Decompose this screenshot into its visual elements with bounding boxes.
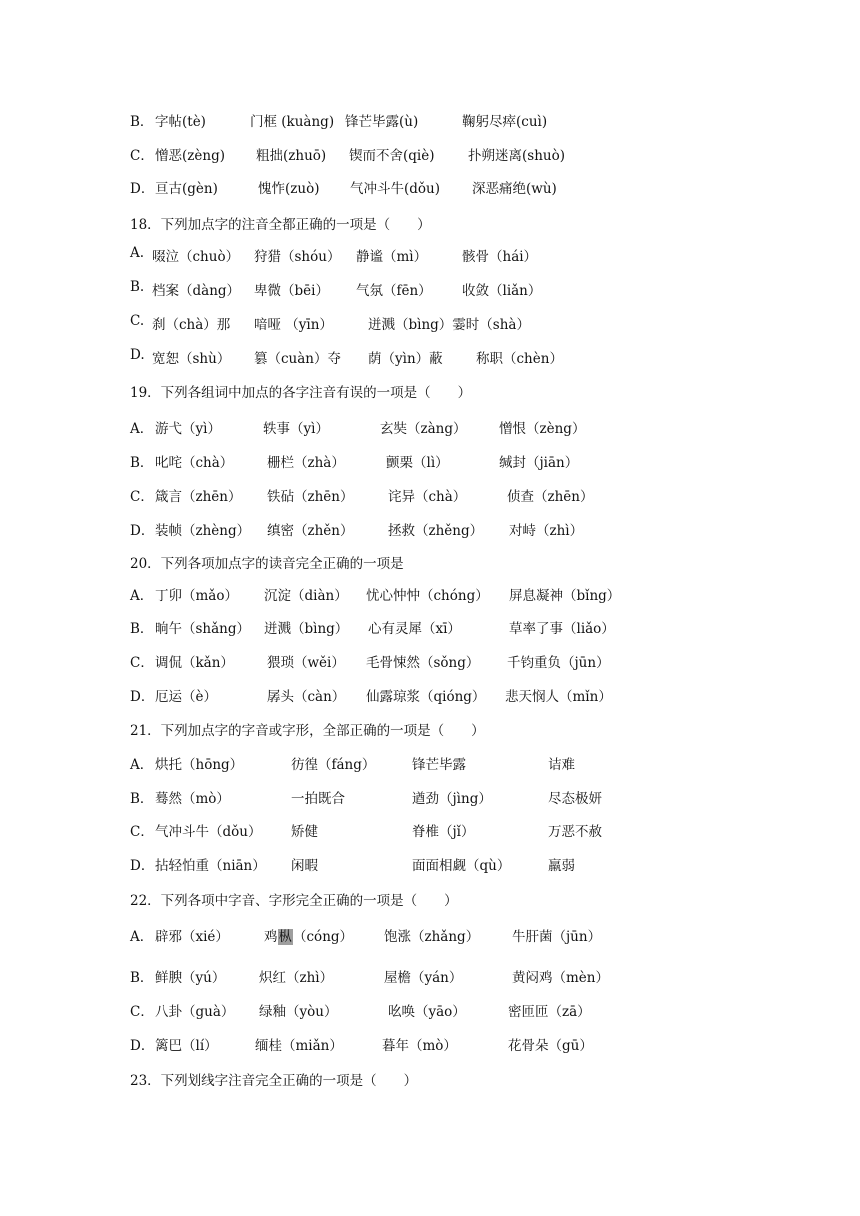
q21-stem: 21．下列加点字的字音或字形，全部正确的一项是（ ） [130,723,485,739]
q19-stem: 19．下列各组词中加点的各字注音有误的一项是（ ） [130,385,472,401]
q22-stem: 22．下列各项中字音、字形完全正确的一项是（ ） [130,893,458,909]
highlighted-character: 枞 [278,929,292,945]
q18-stem: 18．下列加点字的注音全都正确的一项是（ ） [130,217,431,233]
q23-stem: 23．下列划线字注音完全正确的一项是（ ） [130,1073,418,1089]
q20-stem: 20．下列各项加点字的读音完全正确的一项是 [130,556,404,572]
document-page: B． 字帖(tè) 门框 (kuàng) 锋芒毕露(ù) 鞠躬尽瘁(cuì) C． 憎恶(zèng) 粗拙(zhuō) 锲而不舍(qiè) 扑朔迷离(shuò) D． 亘古(gèn) 愧怍(zuò) 气冲斗牛(dǒu) 深恶痛绝(wù) 18．下列加点字的注音全都正确的一项是（ ） A. 啜泣（chuò） 狩猎（shóu） 静谧（mì） 骸骨（hái） B. 档案（dàng） 卑微（bēi） 气氛（fēn） 收敛（liǎn） C. 刹（chà）那 喑哑 （yīn） 迸溅（bìng）霎时（shà） D. 宽恕（shù） 篡（cuàn）夺 荫（yìn）蔽 称职（chèn） 19．下列各组词中加点的各字注音有误的一项是（ ） A． 游弋（yì） 轶事（yì） 玄奘（zàng） 憎恨（zèng） B． 叱咤（chà） 栅栏（zhà） 颤栗（lì） 缄封（jiān） C． 箴言（zhēn） 铁砧（zhēn） 诧异（chà） 侦查（zhēn） D． 装帧（zhèng） 缜密（zhěn） 拯救（zhěng） 对峙（zhì） 20．下列各项加点字的读音完全正确的一项是 A． 丁卯（mǎo） 沉淀（diàn） 忧心忡忡（chóng） 屏息凝神（bǐng） B． 晌午（shǎng） 迸溅（bìng） 心有灵犀（xī） 草率了事（liǎo） C． 调侃（kǎn） 猥琐（wěi） 毛骨悚然（sǒng） 千钧重负（jūn） D． 厄运（è） 孱头（càn） 仙露琼浆（qióng） 悲天悯人（mǐn） 21．下列加点字的字音或字形，全部正确的一项是（ ） A． 烘托（hōng） 彷徨（fáng） 锋芒毕露 诘难 B． 蓦然（mò） 一拍既合 遒劲（jìng） 尽态极妍 C． 气冲斗牛（dǒu） 矫健 脊椎（jǐ） 万恶不赦 D． 拈轻怕重（niān） 闲暇 面面相觑（qù） 羸弱 22．下列各项中字音、字形完全正确的一项是（ ） A． 辟邪（xié） 鸡枞（cóng） 饱涨（zhǎng） 牛肝菌（jūn） B． 鲜腴（yú） 炽红（zhì） 屋檐（yán） 黄闷鸡（mèn） C． 八卦（guà） 绿釉（yòu） 吆唤（yāo） 密匝匝（zā） D． 篱巴（lí） 缅桂（miǎn） 暮年（mò） 花骨朵（gū） 23．下列划线字注音完全正确的一项是（ ） [0,0,860,1216]
